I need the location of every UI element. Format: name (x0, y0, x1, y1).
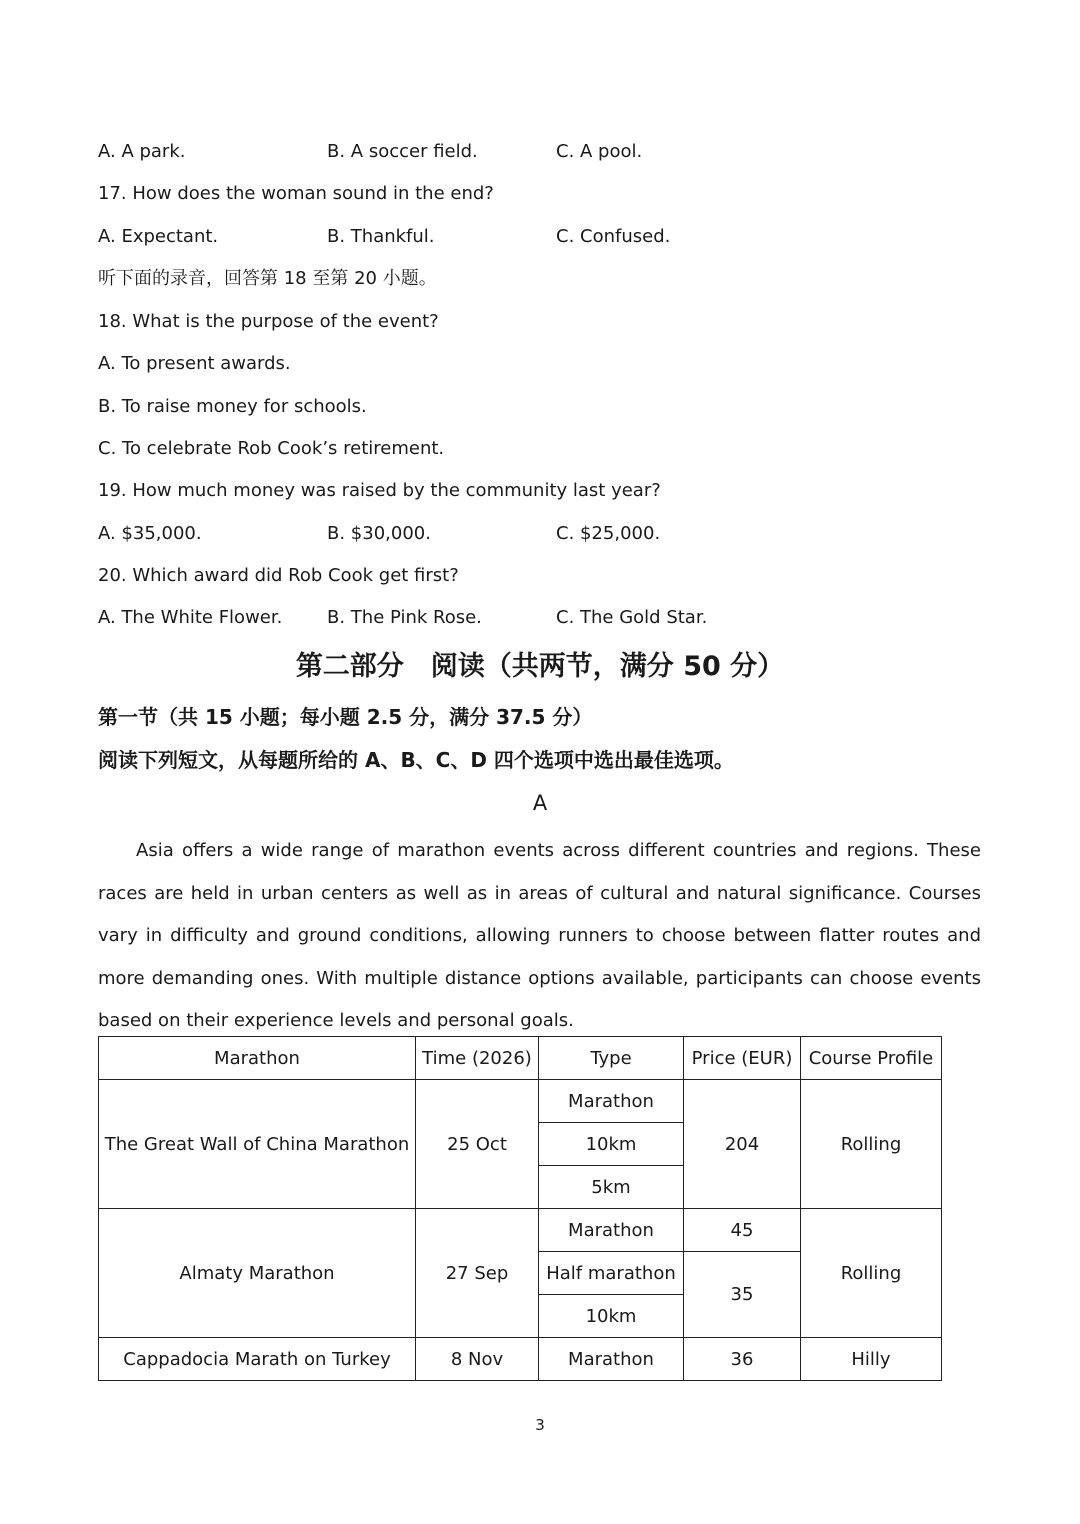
marathon-time: 8 Nov (416, 1338, 539, 1381)
column-header: Type (539, 1037, 684, 1080)
question-17: 17. How does the woman sound in the end? (98, 183, 494, 204)
option-b: B. $30,000. (327, 523, 431, 544)
table-row (99, 1338, 942, 1381)
part-title: 第二部分 阅读（共两节，满分 50 分） (295, 651, 785, 682)
marathon-type: 5km (539, 1166, 684, 1209)
table-row (99, 1209, 942, 1252)
course-profile: Rolling (801, 1080, 942, 1209)
marathon-price: 45 (684, 1209, 801, 1252)
marathon-type: Marathon (539, 1080, 684, 1123)
passage-text: Asia offers a wide range of marathon events across different countries and regions. These races are held in urban centers as well as in areas of cultural and natural significance. Courses vary in difficulty and ground conditions, allowing runners to choose between flatter routes and more demanding ones. With multiple distance options available, participants can choose events based on their experience levels and personal goals. (98, 840, 981, 1031)
option-b: B. The Pink Rose. (327, 607, 482, 628)
option-a: A. Expectant. (98, 226, 219, 247)
question-19: 19. How much money was raised by the community last year? (98, 480, 661, 501)
marathon-name: Cappadocia Marath on Turkey (99, 1338, 416, 1381)
option-b: B. A soccer field. (327, 141, 478, 162)
marathon-price: 35 (684, 1252, 801, 1338)
marathon-time: 25 Oct (416, 1080, 539, 1209)
option-c: C. The Gold Star. (556, 607, 708, 628)
option-c: C. $25,000. (556, 523, 661, 544)
option-a: A. To present awards. (98, 353, 291, 374)
option-b: B. Thankful. (327, 226, 435, 247)
page-number: 3 (535, 1416, 545, 1434)
option-c: C. To celebrate Rob Cook’s retirement. (98, 438, 445, 459)
passage-label: A (532, 791, 548, 815)
marathon-type: 10km (539, 1123, 684, 1166)
marathon-price: 36 (684, 1338, 801, 1381)
column-header: Time (2026) (416, 1037, 539, 1080)
section-title: 第一节（共 15 小题；每小题 2.5 分，满分 37.5 分） (98, 705, 593, 729)
column-header: Course Profile (801, 1037, 942, 1080)
listening-instruction: 听下面的录音，回答第 18 至第 20 小题。 (98, 268, 437, 289)
marathon-name: Almaty Marathon (99, 1209, 416, 1338)
option-a: A. $35,000. (98, 523, 202, 544)
option-b: B. To raise money for schools. (98, 396, 367, 417)
marathon-table (98, 1036, 942, 1381)
column-header: Price (EUR) (684, 1037, 801, 1080)
marathon-type: Marathon (539, 1209, 684, 1252)
question-18: 18. What is the purpose of the event? (98, 311, 439, 332)
option-a: A. A park. (98, 141, 186, 162)
marathon-name: The Great Wall of China Marathon (99, 1080, 416, 1209)
marathon-type: 10km (539, 1295, 684, 1338)
marathon-price: 204 (684, 1080, 801, 1209)
option-a: A. The White Flower. (98, 607, 283, 628)
course-profile: Rolling (801, 1209, 942, 1338)
marathon-type: Marathon (539, 1338, 684, 1381)
marathon-type: Half marathon (539, 1252, 684, 1295)
table-row (99, 1080, 942, 1123)
option-c: C. Confused. (556, 226, 671, 247)
option-c: C. A pool. (556, 141, 643, 162)
marathon-time: 27 Sep (416, 1209, 539, 1338)
course-profile: Hilly (801, 1338, 942, 1381)
table-header-row (99, 1037, 942, 1080)
question-20: 20. Which award did Rob Cook get first? (98, 565, 459, 586)
column-header: Marathon (99, 1037, 416, 1080)
section-instruction: 阅读下列短文，从每题所给的 A、B、C、D 四个选项中选出最佳选项。 (98, 748, 734, 772)
